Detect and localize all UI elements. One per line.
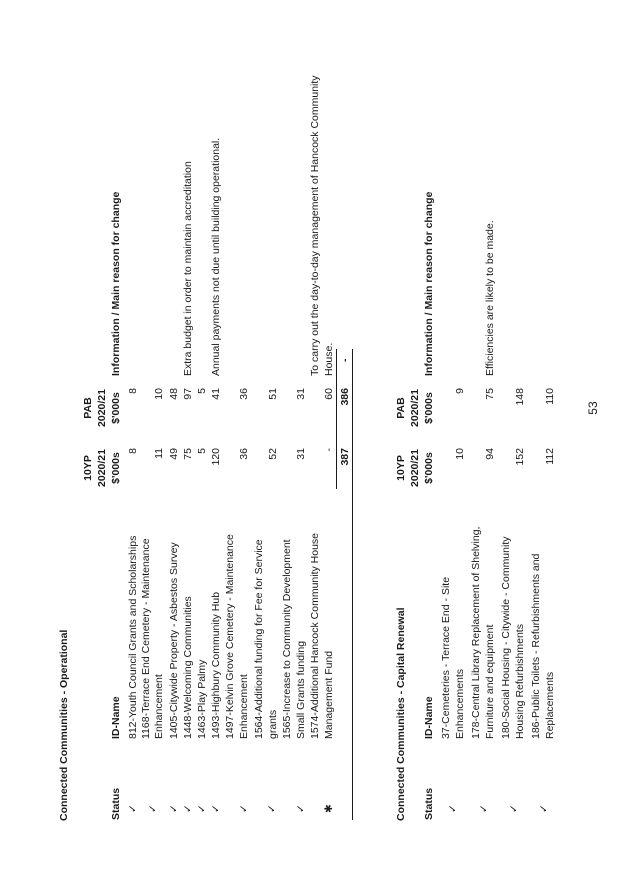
operational-row-pab: 41 (210, 388, 222, 400)
capital-row-10yp: 94 (484, 448, 496, 460)
operational-row-10yp: - (323, 448, 335, 452)
capital-title: Connected Communities - Capital Renewal (395, 607, 407, 821)
operational-row-pab: 10 (153, 388, 165, 400)
capital-row-pab: 9 (454, 388, 466, 394)
operational-row-10yp: 52 (267, 448, 279, 460)
status-check-icon: ✓ (238, 804, 250, 813)
operational-row-name-cont: Management Fund (323, 650, 335, 739)
operational-10yp-header-2: 2020/21 (96, 449, 108, 487)
operational-row-name: 1168-Terrace End Cemetery - Maintenance (140, 538, 152, 739)
capital-row-10yp: 10 (454, 448, 466, 460)
totals-rule-bottom (352, 349, 353, 820)
operational-title: Connected Communities - Operational (58, 629, 70, 821)
operational-total-info: - (339, 358, 351, 362)
operational-row-info-cont: House. (323, 342, 335, 376)
operational-row-10yp: 5 (196, 448, 208, 454)
capital-10yp-header-1: 10YP (395, 455, 407, 481)
capital-pab-header-3: $'000s (423, 392, 435, 424)
operational-row-name-cont: Small Grants funding (295, 640, 307, 739)
capital-row-10yp: 152 (514, 448, 526, 466)
capital-row-name-cont: Replacements (544, 671, 556, 739)
operational-idname-header: ID-Name (110, 696, 122, 739)
totals-rule-top (336, 349, 337, 489)
capital-row-name: 180-Social Housing - Citywide - Community (500, 536, 512, 739)
operational-row-10yp: 49 (168, 448, 180, 460)
operational-row-10yp: 36 (238, 448, 250, 460)
operational-row-pab: 48 (168, 388, 180, 400)
operational-info-header: Information / Main reason for change (110, 191, 122, 376)
capital-row-info: Efficiencies are likely to be made. (484, 220, 496, 376)
operational-row-name: 1497-Kelvin Grove Cemetery - Maintenance (224, 534, 236, 739)
operational-10yp-header-3: $'000s (110, 452, 122, 484)
capital-row-name: 37-Cemeteries - Terrace End - Site (440, 576, 452, 739)
status-check-icon: ✓ (266, 804, 278, 813)
operational-row-name: 1574-Additional Hancock Community House (309, 532, 321, 739)
page-number: 53 (586, 401, 600, 415)
capital-pab-header-1: PAB (395, 397, 407, 419)
operational-row-name-cont: Enhancement (238, 674, 250, 739)
operational-row-10yp: 31 (295, 448, 307, 460)
status-check-icon: ✓ (210, 804, 222, 813)
operational-status-header: Status (110, 787, 122, 820)
status-asterisk-icon: ✱ (323, 804, 335, 813)
status-check-icon: ✓ (196, 804, 208, 813)
operational-row-name-cont: Enhancement (153, 674, 165, 739)
operational-row-info: Extra budget in order to maintain accreditation (182, 161, 194, 376)
operational-pab-header-3: $'000s (110, 392, 122, 424)
capital-row-pab: 110 (544, 388, 556, 405)
capital-row-pab: 75 (484, 388, 496, 400)
capital-10yp-header-3: $'000s (423, 452, 435, 484)
capital-idname-header: ID-Name (423, 696, 435, 739)
operational-row-10yp: 120 (210, 448, 222, 466)
capital-row-name: 186-Public Toilets - Refurbishments and (530, 553, 542, 739)
operational-row-name: 1463-Play Palmy (196, 659, 208, 739)
operational-total-10yp: 387 (339, 448, 351, 466)
operational-row-pab: 51 (267, 388, 279, 400)
capital-row-name-cont: Furniture and equipment (484, 624, 496, 739)
operational-row-pab: 31 (295, 388, 307, 400)
capital-row-name: 178-Central Library Replacement of Shelving, (470, 526, 482, 739)
operational-row-info: To carry out the day-to-day management of Hancock Community (309, 75, 321, 376)
capital-row-10yp: 112 (544, 448, 556, 465)
operational-row-10yp: 75 (182, 448, 194, 460)
operational-row-10yp: 11 (153, 448, 165, 459)
operational-row-pab: 8 (127, 388, 139, 394)
operational-row-name: 1493-Highbury Community Hub (210, 591, 222, 739)
operational-row-pab: 97 (182, 388, 194, 400)
capital-row-name-cont: Enhancements (454, 668, 466, 739)
operational-row-pab: 36 (238, 388, 250, 400)
operational-row-info: Annual payments not due until building operational. (210, 137, 222, 376)
capital-row-pab: 148 (514, 388, 526, 406)
operational-row-name: 812-Youth Council Grants and Scholarships (127, 535, 139, 739)
operational-pab-header-2: 2020/21 (96, 389, 108, 427)
operational-row-name: 1564-Additional funding for Fee for Service (253, 539, 265, 739)
status-check-icon: ✓ (538, 804, 550, 813)
operational-row-pab: 5 (196, 388, 208, 394)
operational-row-10yp: 8 (127, 448, 139, 454)
status-check-icon: ✓ (295, 804, 307, 813)
capital-10yp-header-2: 2020/21 (409, 449, 421, 487)
status-check-icon: ✓ (447, 804, 459, 813)
capital-row-name-cont: Housing Refurbishments (514, 624, 526, 739)
status-check-icon: ✓ (478, 804, 490, 813)
status-check-icon: ✓ (182, 804, 194, 813)
operational-row-pab: 60 (323, 388, 335, 400)
status-check-icon: ✓ (508, 804, 520, 813)
operational-10yp-header-1: 10YP (82, 455, 94, 481)
operational-row-name: 1565-Increase to Community Development (281, 539, 293, 739)
operational-row-name: 1405-Citywide Property - Asbestos Survey (168, 542, 180, 739)
status-check-icon: ✓ (168, 804, 180, 813)
capital-status-header: Status (423, 787, 435, 820)
capital-info-header: Information / Main reason for change (423, 191, 435, 376)
operational-row-name-cont: grants (267, 709, 279, 739)
capital-pab-header-2: 2020/21 (409, 389, 421, 427)
status-check-icon: ✓ (147, 804, 159, 813)
operational-total-pab: 386 (339, 388, 351, 406)
operational-row-name: 1448-Welcoming Communities (182, 596, 194, 739)
status-check-icon: ✓ (127, 804, 139, 813)
operational-pab-header-1: PAB (82, 397, 94, 419)
